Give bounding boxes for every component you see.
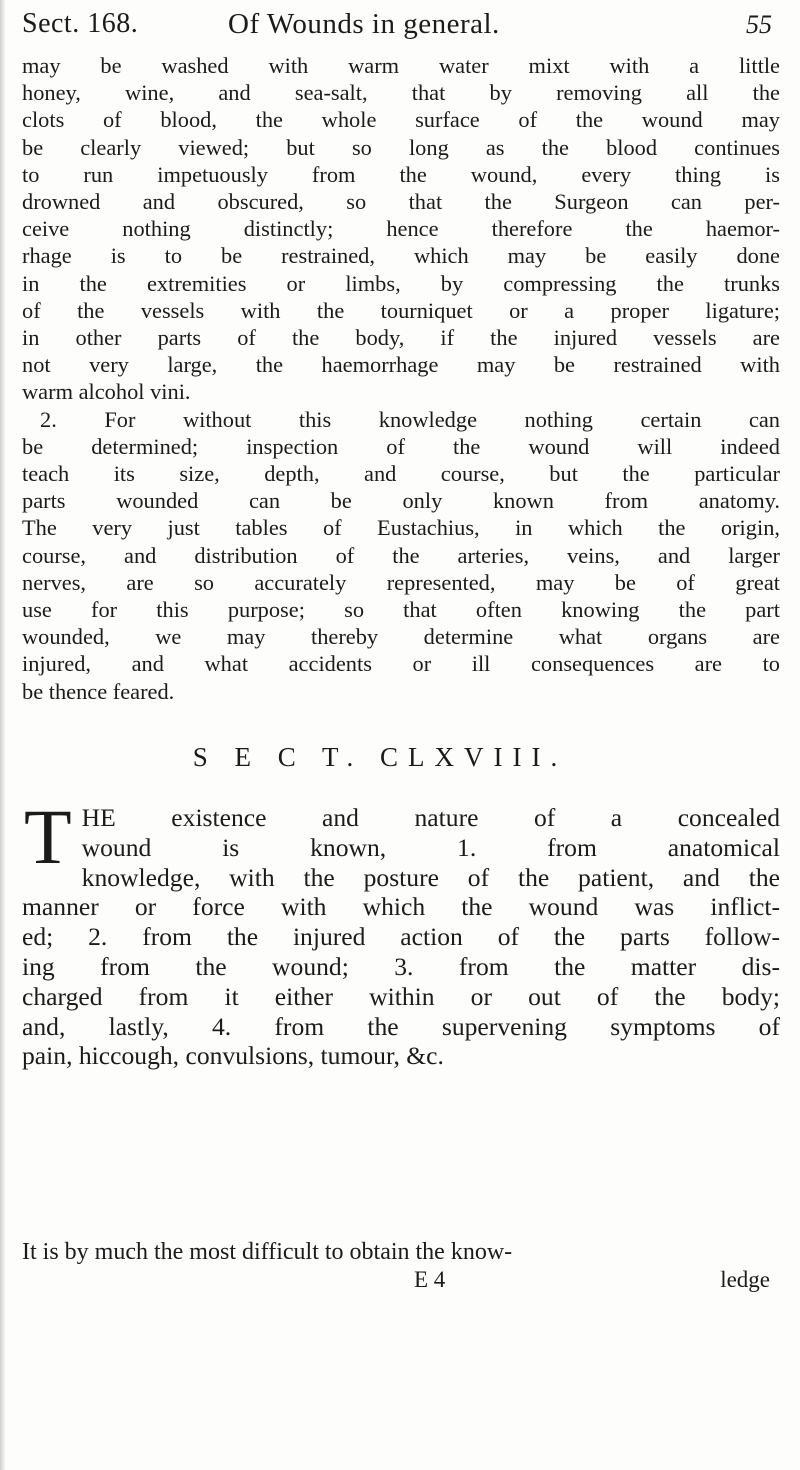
page-number: 55 xyxy=(746,10,772,39)
main-text xyxy=(22,52,780,705)
text-line: The very just tables of Eustachius, in which the origin, xyxy=(22,515,780,541)
text-line: wound is known, 1. from anatomical xyxy=(81,832,780,862)
text-line: course, and distribution of the arteries, veins, and larger xyxy=(22,542,780,568)
text-line: be thence feared. xyxy=(22,678,175,704)
text-line: wounded, we may thereby determine what organs are xyxy=(22,624,780,650)
text-line: be determined; inspection of the wound will indeed xyxy=(22,433,780,459)
text-line: of the vessels with the tourniquet or a proper ligature; xyxy=(22,297,780,323)
text-line: use for this purpose; so that often knowing the part xyxy=(22,597,780,623)
text-line: ceive nothing distinctly; hence therefore the haemor- xyxy=(22,216,780,242)
text-line: clots of blood, the whole surface of the wound may xyxy=(22,107,780,133)
text-line: teach its size, depth, and course, but the particular xyxy=(22,461,780,487)
text-line: may be washed with warm water mixt with a little xyxy=(22,53,780,78)
text-line: and, lastly, 4. from the supervening symptoms of xyxy=(22,1011,780,1041)
text-line: HE existence and nature of a concealed xyxy=(81,803,780,832)
page-edge-shadow xyxy=(0,0,6,1470)
text-line: in the extremities or limbs, by compressing the trunks xyxy=(22,270,780,296)
page-footer xyxy=(22,1267,780,1301)
text-line: be clearly viewed; but so long as the blood continues xyxy=(22,134,780,160)
text-line: parts wounded can be only known from anatomy. xyxy=(22,488,780,514)
text-line: nerves, are so accurately represented, may be of great xyxy=(22,569,780,595)
text-line: knowledge, with the posture of the patient, and the xyxy=(81,862,780,892)
text-line: pain, hiccough, convulsions, tumour, &c. xyxy=(22,1041,444,1071)
signature-mark: E 4 xyxy=(414,1267,446,1292)
text-line: not very large, the haemorrhage may be restrained with xyxy=(22,352,780,378)
paragraph-2 xyxy=(22,406,780,705)
text-line: rhage is to be restrained, which may be easily done xyxy=(22,243,780,269)
text-line: manner or force with which the wound was inflict- xyxy=(22,892,780,922)
running-head-section: Sect. 168. xyxy=(22,8,139,39)
text-line: drowned and obscured, so that the Surgeon can per- xyxy=(22,189,780,215)
text-line: in other parts of the body, if the injured vessels are xyxy=(22,325,780,351)
text-line: to run impetuously from the wound, every thing is xyxy=(22,161,780,187)
text-line: 2. For without this knowledge nothing certain can xyxy=(40,406,780,432)
text-line: ed; 2. from the injured action of the parts follow- xyxy=(22,922,780,952)
text-line: charged from it either within or out of the body; xyxy=(22,981,780,1011)
drop-cap: T xyxy=(24,793,72,880)
text-line: honey, wine, and sea-salt, that by removing all the xyxy=(22,80,780,106)
paragraph-1 xyxy=(22,52,780,406)
running-head-title: Of Wounds in general. xyxy=(228,8,500,40)
text-line: warm alcohol vini. xyxy=(22,379,191,405)
section-heading: S E C T. CLXVIII. xyxy=(192,742,568,772)
continuation-line: It is by much the most difficult to obtain the know- xyxy=(22,1239,513,1265)
catchword: ledge xyxy=(720,1267,770,1292)
running-head xyxy=(22,4,782,44)
text-line: injured, and what accidents or ill consequences are to xyxy=(22,651,780,677)
section-paragraph xyxy=(22,793,780,1071)
text-line: ing from the wound; 3. from the matter dis- xyxy=(22,951,780,981)
section-168-text xyxy=(22,793,780,1071)
